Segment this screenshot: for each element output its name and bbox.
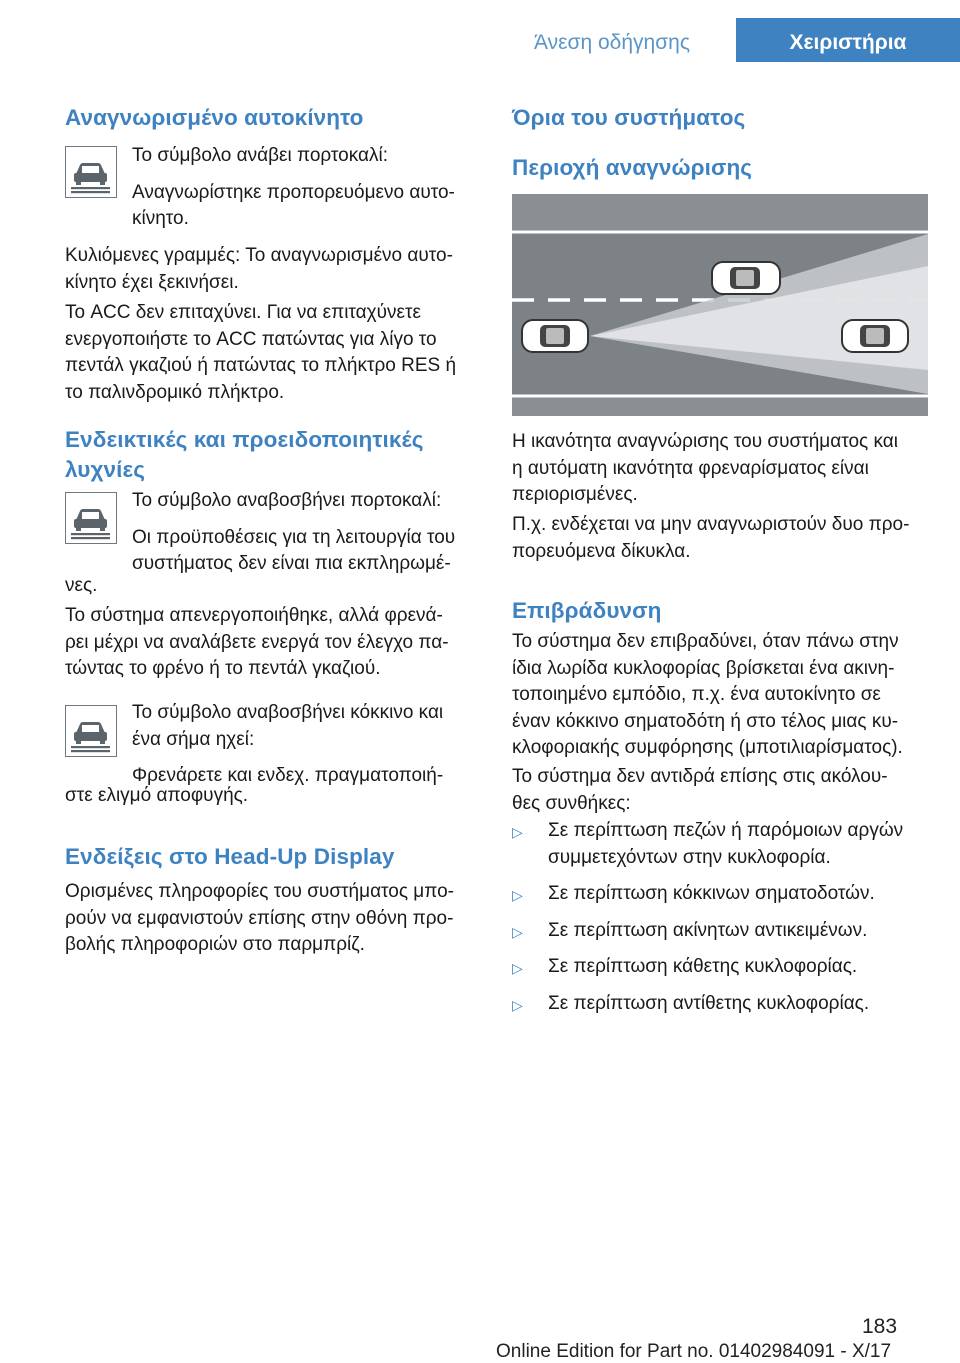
left-column <box>65 103 477 133</box>
text-line: στε ελιγμό αποφυγής. <box>65 785 249 806</box>
list-item-text: Σε περίπτωση πεζών ή παρόμοιων αργών <box>548 820 904 841</box>
text-line: πεντάλ γκαζιού ή πατώντας το πλήκτρο RES ή <box>65 355 457 376</box>
car-symbol-icon <box>66 493 115 542</box>
text-line: Το σύμβολο αναβοσβήνει κόκκινο και <box>132 702 444 723</box>
text-line: Ορισμένες πληροφορίες του συστήματος μπο- <box>65 881 454 902</box>
header-section-title: Άνεση οδήγησης <box>534 31 690 54</box>
text-line: ρει μέχρι να αναλάβετε ενεργά τον έλεγχο πα- <box>65 631 449 653</box>
block-flashing-red <box>132 700 482 790</box>
text-line: Αναγνωρίστηκε προπορευόμενο αυτο- <box>132 181 455 203</box>
paragraph-no-deceleration <box>512 629 932 762</box>
text-line: κίνητο. <box>132 208 189 229</box>
triangle-bullet-icon: ▷ <box>512 923 523 940</box>
car-symbol-icon <box>66 706 115 755</box>
heading-line: Επιβράδυνση <box>512 598 662 623</box>
text-line: Το σύστημα δεν αντιδρά επίσης στις ακόλου- <box>512 766 888 787</box>
text-line: Το σύμβολο ανάβει πορτοκαλί: <box>132 145 388 166</box>
paragraph-acc-no-accel <box>65 300 477 406</box>
text-line: ρούν να εμφανιστούν επίσης στην οθόνη προ- <box>65 907 454 929</box>
list-item-text: Σε περίπτωση κόκκινων σηματοδοτών. <box>548 883 875 904</box>
text-line: Κυλιόμενες γραμμές: Το αναγνωρισμένο αυτο- <box>65 245 453 266</box>
text-line: Φρενάρετε και ενδεχ. πραγματοποιή- <box>132 765 444 786</box>
list-item-text: Σε περίπτωση αντίθετης κυκλοφορίας. <box>548 992 870 1014</box>
footer-edition: Online Edition for Part no. 01402984091 - X/17 <box>496 1341 892 1362</box>
heading-detection-range <box>512 153 932 183</box>
block-recognized-symbol <box>132 143 482 233</box>
paragraph-rolling-lines <box>65 243 477 296</box>
text-line: το παλινδρομικό πλήκτρο. <box>65 381 285 403</box>
list-item <box>512 818 932 871</box>
list-item-text: Σε περίπτωση κάθετης κυκλοφορίας. <box>548 956 858 977</box>
bullet-list <box>512 818 932 1017</box>
heading-recognized-vehicle: Αναγνωρισμένο αυτοκίνητο <box>65 105 364 130</box>
heading-head-up-display <box>65 842 477 872</box>
paragraph-system-deactivated <box>65 603 477 683</box>
detection-range-illustration <box>512 194 928 416</box>
text-line: Η ικανότητα αναγνώρισης του συστήματος και <box>512 431 898 452</box>
triangle-bullet-icon: ▷ <box>512 996 523 1013</box>
heading-line: Όρια του συστήματος <box>512 105 746 130</box>
heading-system-limits <box>512 103 932 133</box>
page-number: 183 <box>862 1315 898 1338</box>
paragraph-no-reaction <box>512 764 932 817</box>
list-item <box>512 954 932 981</box>
list-item-text: συμμετεχόντων στην κυκλοφορία. <box>548 846 831 868</box>
triangle-bullet-icon: ▷ <box>512 824 523 840</box>
text-line: κίνητο έχει ξεκινήσει. <box>65 271 239 293</box>
block-flashing-orange <box>132 488 482 578</box>
car-icon-front-left <box>712 262 780 294</box>
heading-line: Ενδείξεις στο Head-Up Display <box>65 844 395 869</box>
text-line: συστήματος δεν είναι πια εκπληρωμέ- <box>132 553 451 574</box>
text-line: η αυτόματη ικανότητα φρεναρίσματος είναι <box>512 457 869 479</box>
heading-line: Περιοχή αναγνώρισης <box>512 155 753 180</box>
list-item-text: Σε περίπτωση ακίνητων αντικειμένων. <box>548 919 868 941</box>
text-line: ένα σήμα ηχεί: <box>132 728 255 750</box>
text-line: Το ACC δεν επιταχύνει. Για να επιταχύνετε <box>65 302 421 323</box>
text-line: θες συνθήκες: <box>512 792 631 814</box>
heading-line: λυχνίες <box>65 457 146 482</box>
paragraph-two-wheelers <box>512 512 932 565</box>
text-line: πορευόμενα δίκυκλα. <box>512 540 691 562</box>
text-line: τοποιημένο εμπόδιο, π.χ. ένα αυτοκίνητο σε <box>512 684 881 705</box>
list-item <box>512 918 932 945</box>
text-line: τώντας το φρένο ή το πεντάλ γκαζιού. <box>65 658 381 679</box>
text-line: Π.χ. ενδέχεται να μην αναγνωριστούν δυο προ- <box>512 514 910 535</box>
heading-indicator-lamps <box>65 425 477 485</box>
text-line: περιορισμένες. <box>512 484 638 505</box>
text-continuation <box>65 573 477 600</box>
header-chapter-tab: Χειριστήρια <box>736 18 960 62</box>
triangle-bullet-icon: ▷ <box>512 887 523 903</box>
text-line: Το σύστημα απενεργοποιήθηκε, αλλά φρενά- <box>65 605 443 626</box>
text-line: Το σύστημα δεν επιβραδύνει, όταν πάνω στην <box>512 631 899 652</box>
text-line: ίδια λωρίδα κυκλοφορίας βρίσκεται ένα ακινη- <box>512 657 895 679</box>
text-line: Το σύμβολο αναβοσβήνει πορτοκαλί: <box>132 490 442 511</box>
acc-vehicle-icon-orange <box>65 146 117 198</box>
text-line: νες. <box>65 575 98 596</box>
acc-vehicle-icon-flashing-orange <box>65 492 117 544</box>
list-item <box>512 991 932 1018</box>
car-icon-front-ego-lane <box>842 320 908 352</box>
paragraph-detection-limited <box>512 429 932 509</box>
paragraph-hud <box>65 879 477 959</box>
list-item <box>512 881 932 908</box>
text-line: κλοφοριακής συμφόρησης (μποτιλιαρίσματος). <box>512 737 903 758</box>
text-continuation <box>65 783 477 810</box>
car-icon-ego <box>522 320 588 352</box>
text-line: ενεργοποιήστε το ACC πατώντας για λίγο το <box>65 328 437 350</box>
heading-deceleration <box>512 596 932 626</box>
car-symbol-icon <box>66 147 115 196</box>
text-line: έναν κόκκινο σηματοδότη ή στο τέλος μιας κυ- <box>512 710 899 732</box>
triangle-bullet-icon: ▷ <box>512 960 523 976</box>
acc-vehicle-icon-flashing-red <box>65 705 117 757</box>
text-line: βολής πληροφοριών στο παρμπρίζ. <box>65 934 365 955</box>
text-line: Οι προϋποθέσεις για τη λειτουργία του <box>132 526 456 548</box>
heading-line: Ενδεικτικές και προειδοποιητικές <box>65 427 424 452</box>
